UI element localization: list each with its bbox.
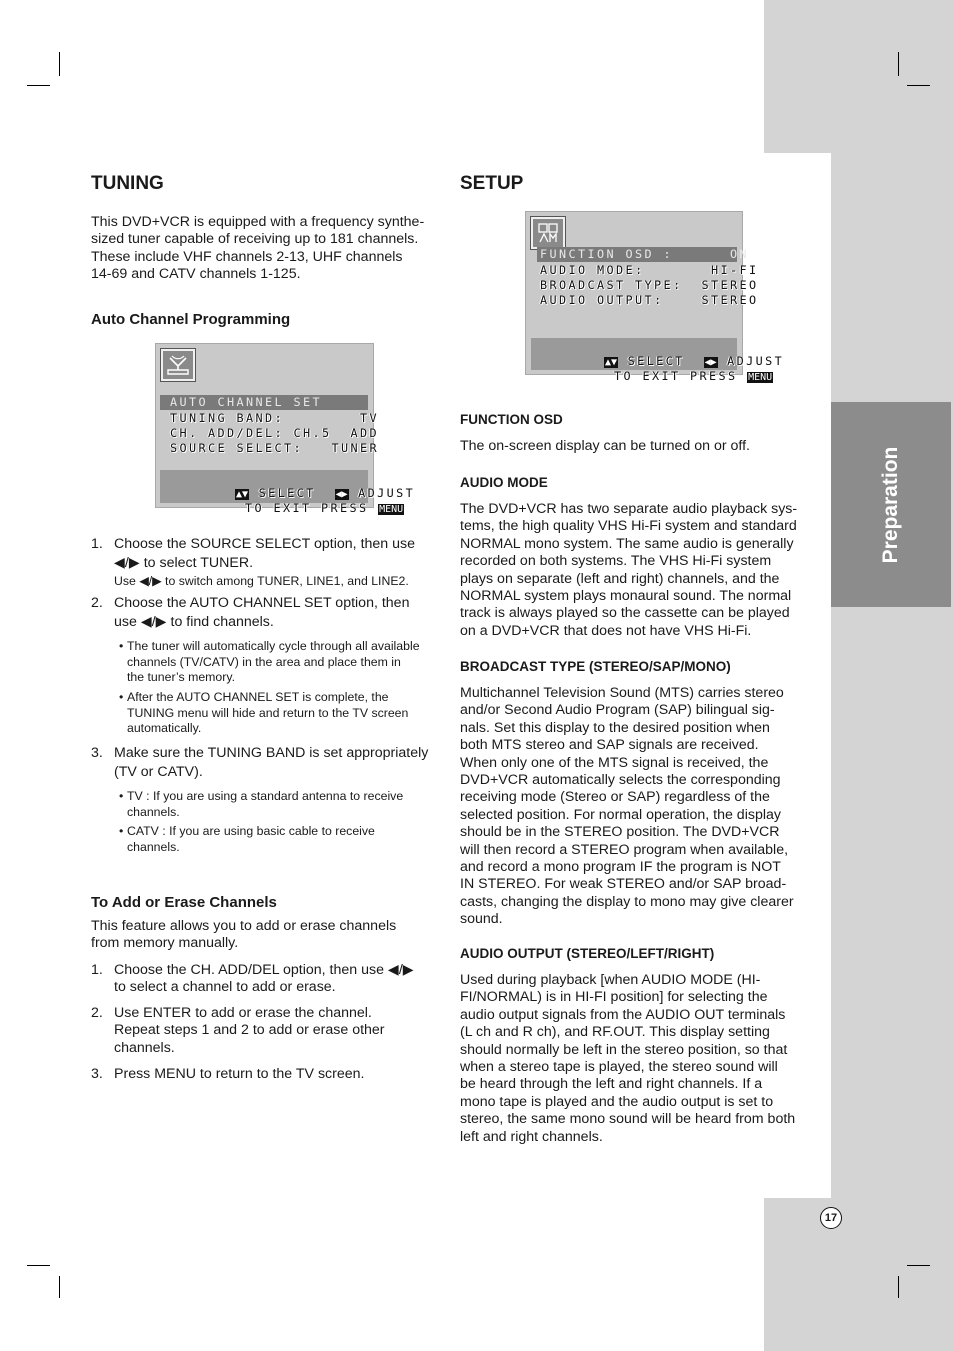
text-line: CATV : If you are using basic cable to receive [127,824,375,838]
text-line: stereo, the same mono sound will be heard from both [460,1111,796,1128]
text-line: Press MENU to return to the TV screen. [114,1066,365,1082]
text-line: NORMAL mono system. The same audio is generally [460,535,794,552]
text-line: TV : If you are using a standard antenna to receive [127,789,404,803]
osd-exit-label: TO EXIT PRESS [614,369,738,383]
audio-output-heading: AUDIO OUTPUT (STEREO/LEFT/RIGHT) [460,946,715,961]
setup-heading: SETUP [460,173,524,194]
text-line: channels (TV/CATV) in the area and place them in [127,654,401,669]
step-number: 2. [91,1005,103,1021]
osd-row-tuning-band: TUNING BAND: TV [170,411,380,425]
crop-mark [907,85,930,86]
text-line: should normally be left in the stereo position, so that [460,1041,788,1058]
text-line: nals. Set this display to the desired position when [460,719,770,736]
text-line: on a DVD+VCR that does not have VHS Hi-Fi. [460,622,752,639]
text-line: TUNING menu will hide and return to the TV screen [127,705,409,720]
text-line: Choose the CH. ADD/DEL option, then use ◀/▶ [114,962,414,978]
text-line: After the AUTO CHANNEL SET is complete, the [127,690,389,704]
crop-mark [898,52,899,76]
add-erase-step-2 [91,1005,441,1059]
tuning-intro [91,214,441,284]
text-line: the tuner’s memory. [127,670,235,685]
add-erase-step-3 [91,1066,441,1086]
crop-mark [27,1265,50,1266]
step-note: Use ◀/▶ to switch among TUNER, LINE1, and LINE2. [114,574,409,588]
text-line: Choose the AUTO CHANNEL SET option, then [114,595,410,611]
text-line: Repeat steps 1 and 2 to add or erase other [114,1022,385,1039]
bullet-text [127,789,403,820]
broadcast-type-text [460,685,815,929]
step-number: 2. [91,595,103,611]
osd-row-broadcast-type: BROADCAST TYPE: STEREO [540,278,759,292]
osd-exit-label: TO EXIT PRESS [245,501,369,515]
bullet-dot: • [119,824,124,838]
text-line: NORMAL system plays monaural sound. The normal [460,588,792,605]
step-number: 1. [91,962,103,978]
osd-select-label: SELECT [258,486,316,500]
bullet-text [127,639,420,686]
bullet-text [127,690,408,737]
step-number: 3. [91,745,103,761]
leftright-key-icon: ◀▶ [704,357,717,368]
function-osd-text [460,438,810,455]
text-line: Choose the SOURCE SELECT option, then use [114,536,415,552]
text-line: When only one of the MTS signal is received, the [460,754,769,771]
text-line: DVD+VCR automatically selects the corresponding [460,772,781,789]
osd-row-audio-mode: AUDIO MODE: HI-FI [540,263,759,277]
margin-band-top [764,0,954,153]
text-line: from memory manually. [91,935,239,952]
text-line: will then record a STEREO program when available, [460,841,789,858]
audio-mode-text [460,501,815,640]
tuning-step-2 [91,594,441,634]
audio-settings-icon [531,217,565,249]
add-erase-intro [91,918,441,953]
osd-title-row: FUNCTION OSD : ON [540,247,750,261]
step-number: 3. [91,1066,103,1082]
text-line: Used during playback [when AUDIO MODE (HI- [460,972,761,988]
section-tab [831,402,951,607]
text-line: (L ch and R ch), and RF.OUT. This display setting [460,1024,770,1041]
osd-row-ch-add-del: CH. ADD/DEL: CH.5 ADD [170,426,380,440]
page-number: 17 [820,1207,842,1229]
step-text [114,535,415,591]
text-line: tems, the high quality VHS Hi-Fi system and standard [460,518,797,535]
setup-osd [525,211,785,383]
text-line: to select a channel to add or erase. [114,979,336,996]
margin-band [831,153,954,1198]
audio-mode-heading: AUDIO MODE [460,475,548,490]
text-line: and/or Second Audio Program (SAP) bilingual sig- [460,702,775,719]
text-line: sound. [460,911,503,928]
text-line: ◀/▶ to select TUNER. [114,554,254,571]
margin-band-bottom [764,1198,954,1351]
auto-channel-osd [155,343,416,515]
step-text [114,744,428,781]
text-line: track is always played so the cassette can be played [460,605,790,622]
text-line: selected position. For normal operation, the display [460,806,781,823]
step-text [114,962,414,997]
text-line: 14-69 and CATV channels 1-125. [91,266,301,283]
auto-channel-heading: Auto Channel Programming [91,311,291,328]
osd-footer-row-2 [557,355,773,397]
crop-mark [907,1265,930,1266]
section-tab-label: Preparation [879,446,902,563]
bullet-dot: • [119,639,124,653]
step-number: 1. [91,536,103,552]
text-line: sized tuner capable of receiving up to 181 channels. [91,231,419,248]
bullet-text [127,824,375,855]
leftright-key-icon: ◀▶ [335,489,348,500]
text-line: channels. [127,804,180,819]
updown-key-icon: ▲▼ [605,357,618,368]
osd-adjust-label: ADJUST [727,354,785,368]
text-line: plays on separate (left and right) channels, and the [460,570,780,587]
tuning-step-3 [91,744,451,784]
osd-highlight-row [160,395,368,410]
osd-title-row: AUTO CHANNEL SET [170,395,323,409]
text-line: be heard through the left and right channels. If a [460,1076,763,1093]
broadcast-type-heading: BROADCAST TYPE (STEREO/SAP/MONO) [460,659,731,674]
text-line: automatically. [127,721,202,736]
text-line: audio output signals from the AUDIO OUT terminals [460,1006,786,1023]
text-line: FI/NORMAL) is in HI-FI position] for selecting the [460,989,768,1006]
text-line: use ◀/▶ to find channels. [114,613,274,630]
bullet-dot: • [119,690,124,704]
osd-row-source-select: SOURCE SELECT: TUNER [170,441,380,455]
text-line: recorded on both systems. The VHS Hi-Fi system [460,553,772,570]
crop-mark [27,85,50,86]
osd-footer [531,338,785,383]
osd-select-label: SELECT [627,354,685,368]
text-line: mono tape is played and the audio output is set to [460,1093,774,1110]
osd-highlight-row [537,247,750,262]
bullet-dot: • [119,789,124,803]
function-osd-heading: FUNCTION OSD [460,412,563,427]
text-line: when a stereo tape is played, the stereo sound will [460,1059,778,1076]
text-line: Make sure the TUNING BAND is set appropriately [114,745,429,761]
text-line: The on-screen display can be turned on or off. [460,438,750,454]
audio-output-text [460,972,815,1146]
updown-key-icon: ▲▼ [236,489,249,500]
add-erase-step-1 [91,962,441,998]
crop-mark [898,1276,899,1298]
text-line: channels. [127,839,180,854]
text-line: This feature allows you to add or erase channels [91,918,397,934]
text-line: should be in the STEREO position. The DVD+VCR [460,824,780,841]
step-text [114,594,409,631]
antenna-icon [161,349,195,381]
crop-mark [59,52,60,76]
menu-key-icon: MENU [748,372,773,383]
step-text [114,1066,364,1083]
text-line: Use ENTER to add or erase the channel. [114,1005,372,1021]
text-line: The tuner will automatically cycle through all available [127,639,420,653]
text-line: These include VHF channels 2-13, UHF channels [91,248,403,265]
add-erase-heading: To Add or Erase Channels [91,894,277,911]
osd-footer-row-2 [188,487,404,529]
crop-mark [59,1276,60,1298]
tuning-step-1 [91,535,441,587]
text-line: both MTS stereo and SAP signals are received. [460,737,759,754]
text-line: (TV or CATV). [114,763,203,780]
text-line: receiving mode (Stereo or SAP) regardless of the [460,789,770,806]
text-line: channels. [114,1039,175,1056]
osd-footer [160,470,416,515]
text-line: IN STEREO. For weak STEREO and/or SAP broad- [460,876,787,893]
text-line: The DVD+VCR has two separate audio playback sys- [460,501,798,517]
text-line: and record a mono program IF the program is NOT [460,859,781,876]
step-text [114,1005,385,1057]
tuning-heading: TUNING [91,173,164,194]
osd-adjust-label: ADJUST [358,486,416,500]
text-line: casts, changing the display to mono may give clearer [460,893,794,910]
osd-row-audio-output: AUDIO OUTPUT: STEREO [540,293,759,307]
text-line: Multichannel Television Sound (MTS) carries stereo [460,685,784,701]
text-line: This DVD+VCR is equipped with a frequency synthe- [91,214,425,230]
text-line: left and right channels. [460,1128,603,1145]
menu-key-icon: MENU [379,504,404,515]
